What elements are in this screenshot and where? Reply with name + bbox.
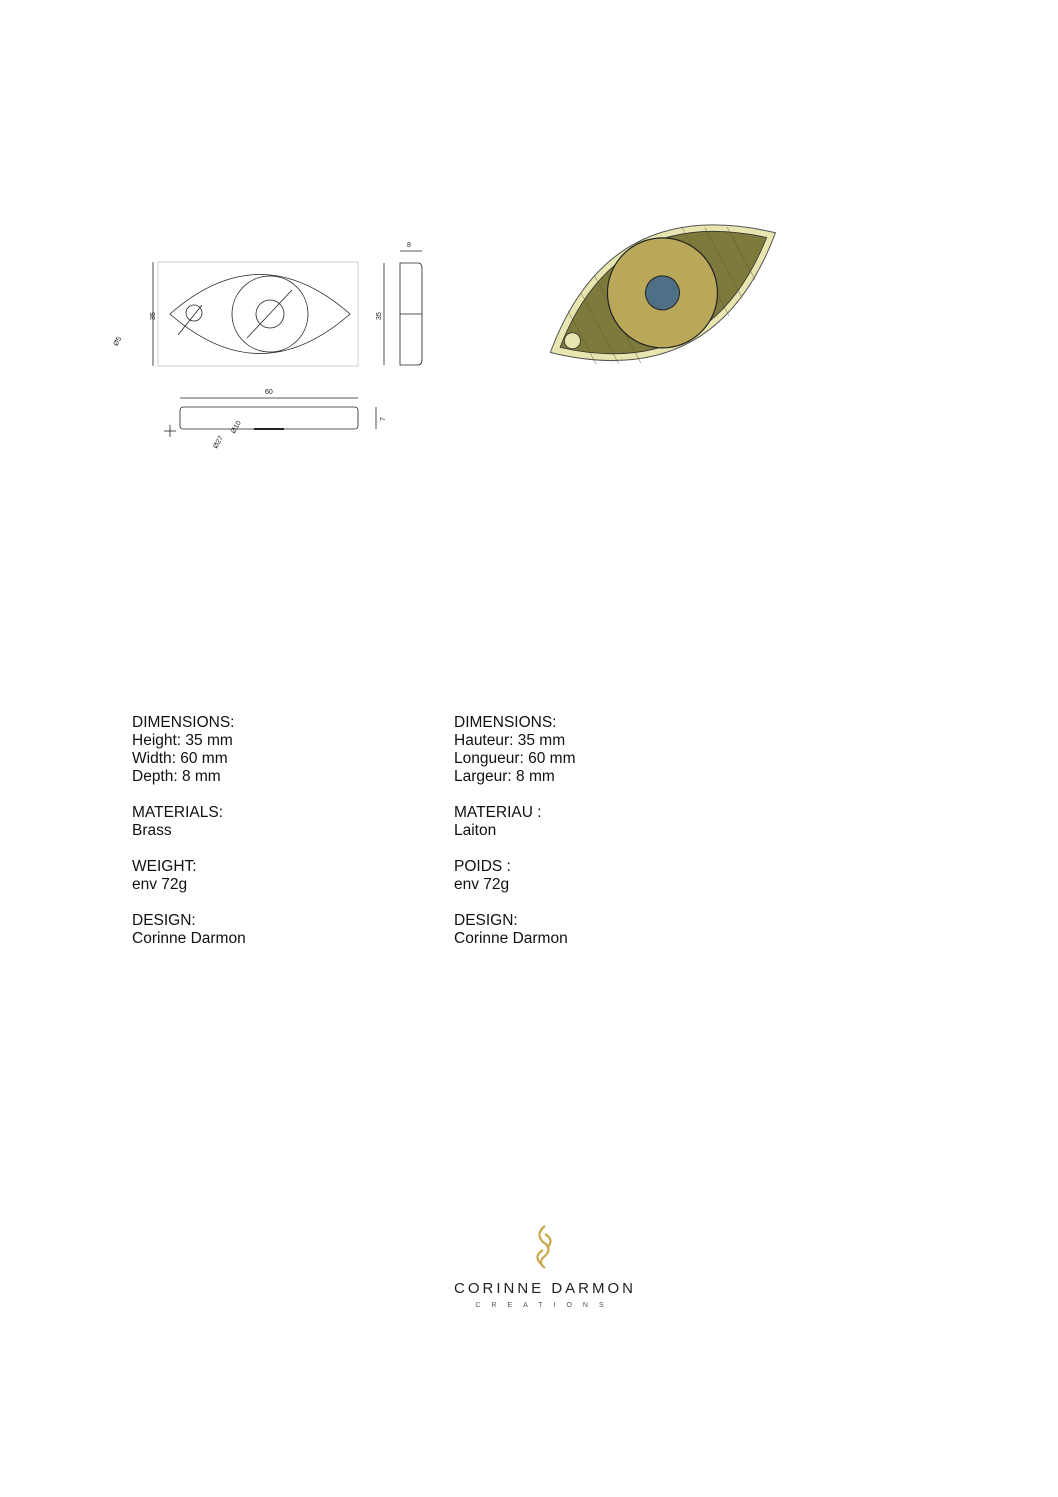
dimensions-block: [454, 714, 714, 786]
design-label: DESIGN:: [132, 912, 196, 929]
side-height-label: 35: [376, 312, 383, 320]
width-value: Width: 60 mm: [132, 750, 228, 767]
brand-logo: [430, 1222, 660, 1322]
dimensions-label: DIMENSIONS:: [132, 714, 235, 731]
weight-label: WEIGHT:: [132, 858, 197, 875]
design-block: [454, 912, 714, 948]
side-depth-label: 8: [407, 242, 411, 249]
weight-block: [132, 858, 392, 894]
height-value: Height: 35 mm: [132, 732, 233, 749]
ring-inner-label: Ø10: [230, 419, 243, 435]
product-render: [530, 185, 795, 400]
logo-name: CORINNE DARMON: [453, 1280, 636, 1297]
poids-value: env 72g: [454, 876, 510, 893]
weight-block: [454, 858, 714, 894]
materiau-value: Laiton: [454, 822, 497, 839]
materials-value: Brass: [132, 822, 172, 839]
bottom-width-label: 60: [265, 389, 273, 396]
hole-small-label: Ø5: [112, 335, 124, 348]
ring-outer-label: Ø27: [212, 434, 225, 450]
design-block: [132, 912, 392, 948]
design-value: Corinne Darmon: [132, 930, 246, 947]
front-eye-outline: [170, 275, 350, 354]
hauteur-value: Hauteur: 35 mm: [454, 732, 566, 749]
specs-english: [132, 714, 392, 966]
weight-value: env 72g: [132, 876, 188, 893]
materials-block: [132, 804, 392, 840]
dimensions-label: DIMENSIONS:: [454, 714, 557, 731]
design-value: Corinne Darmon: [454, 930, 568, 947]
poids-label: POIDS :: [454, 858, 511, 875]
logo-mark-icon: [525, 1222, 565, 1272]
front-height-label: 35: [150, 312, 157, 320]
bottom-thickness-label: 7: [380, 417, 387, 421]
design-label: DESIGN:: [454, 912, 518, 929]
depth-value: Depth: 8 mm: [132, 768, 221, 785]
materials-label: MATERIALS:: [132, 804, 224, 821]
longueur-value: Longueur: 60 mm: [454, 750, 576, 767]
materiau-label: MATERIAU :: [454, 804, 542, 821]
specs-french: [454, 714, 714, 966]
dimensions-block: [132, 714, 392, 786]
materials-block: [454, 804, 714, 840]
largeur-value: Largeur: 8 mm: [454, 768, 555, 785]
logo-subtitle: CREATIONS: [475, 1302, 615, 1309]
technical-drawing: [112, 235, 411, 450]
